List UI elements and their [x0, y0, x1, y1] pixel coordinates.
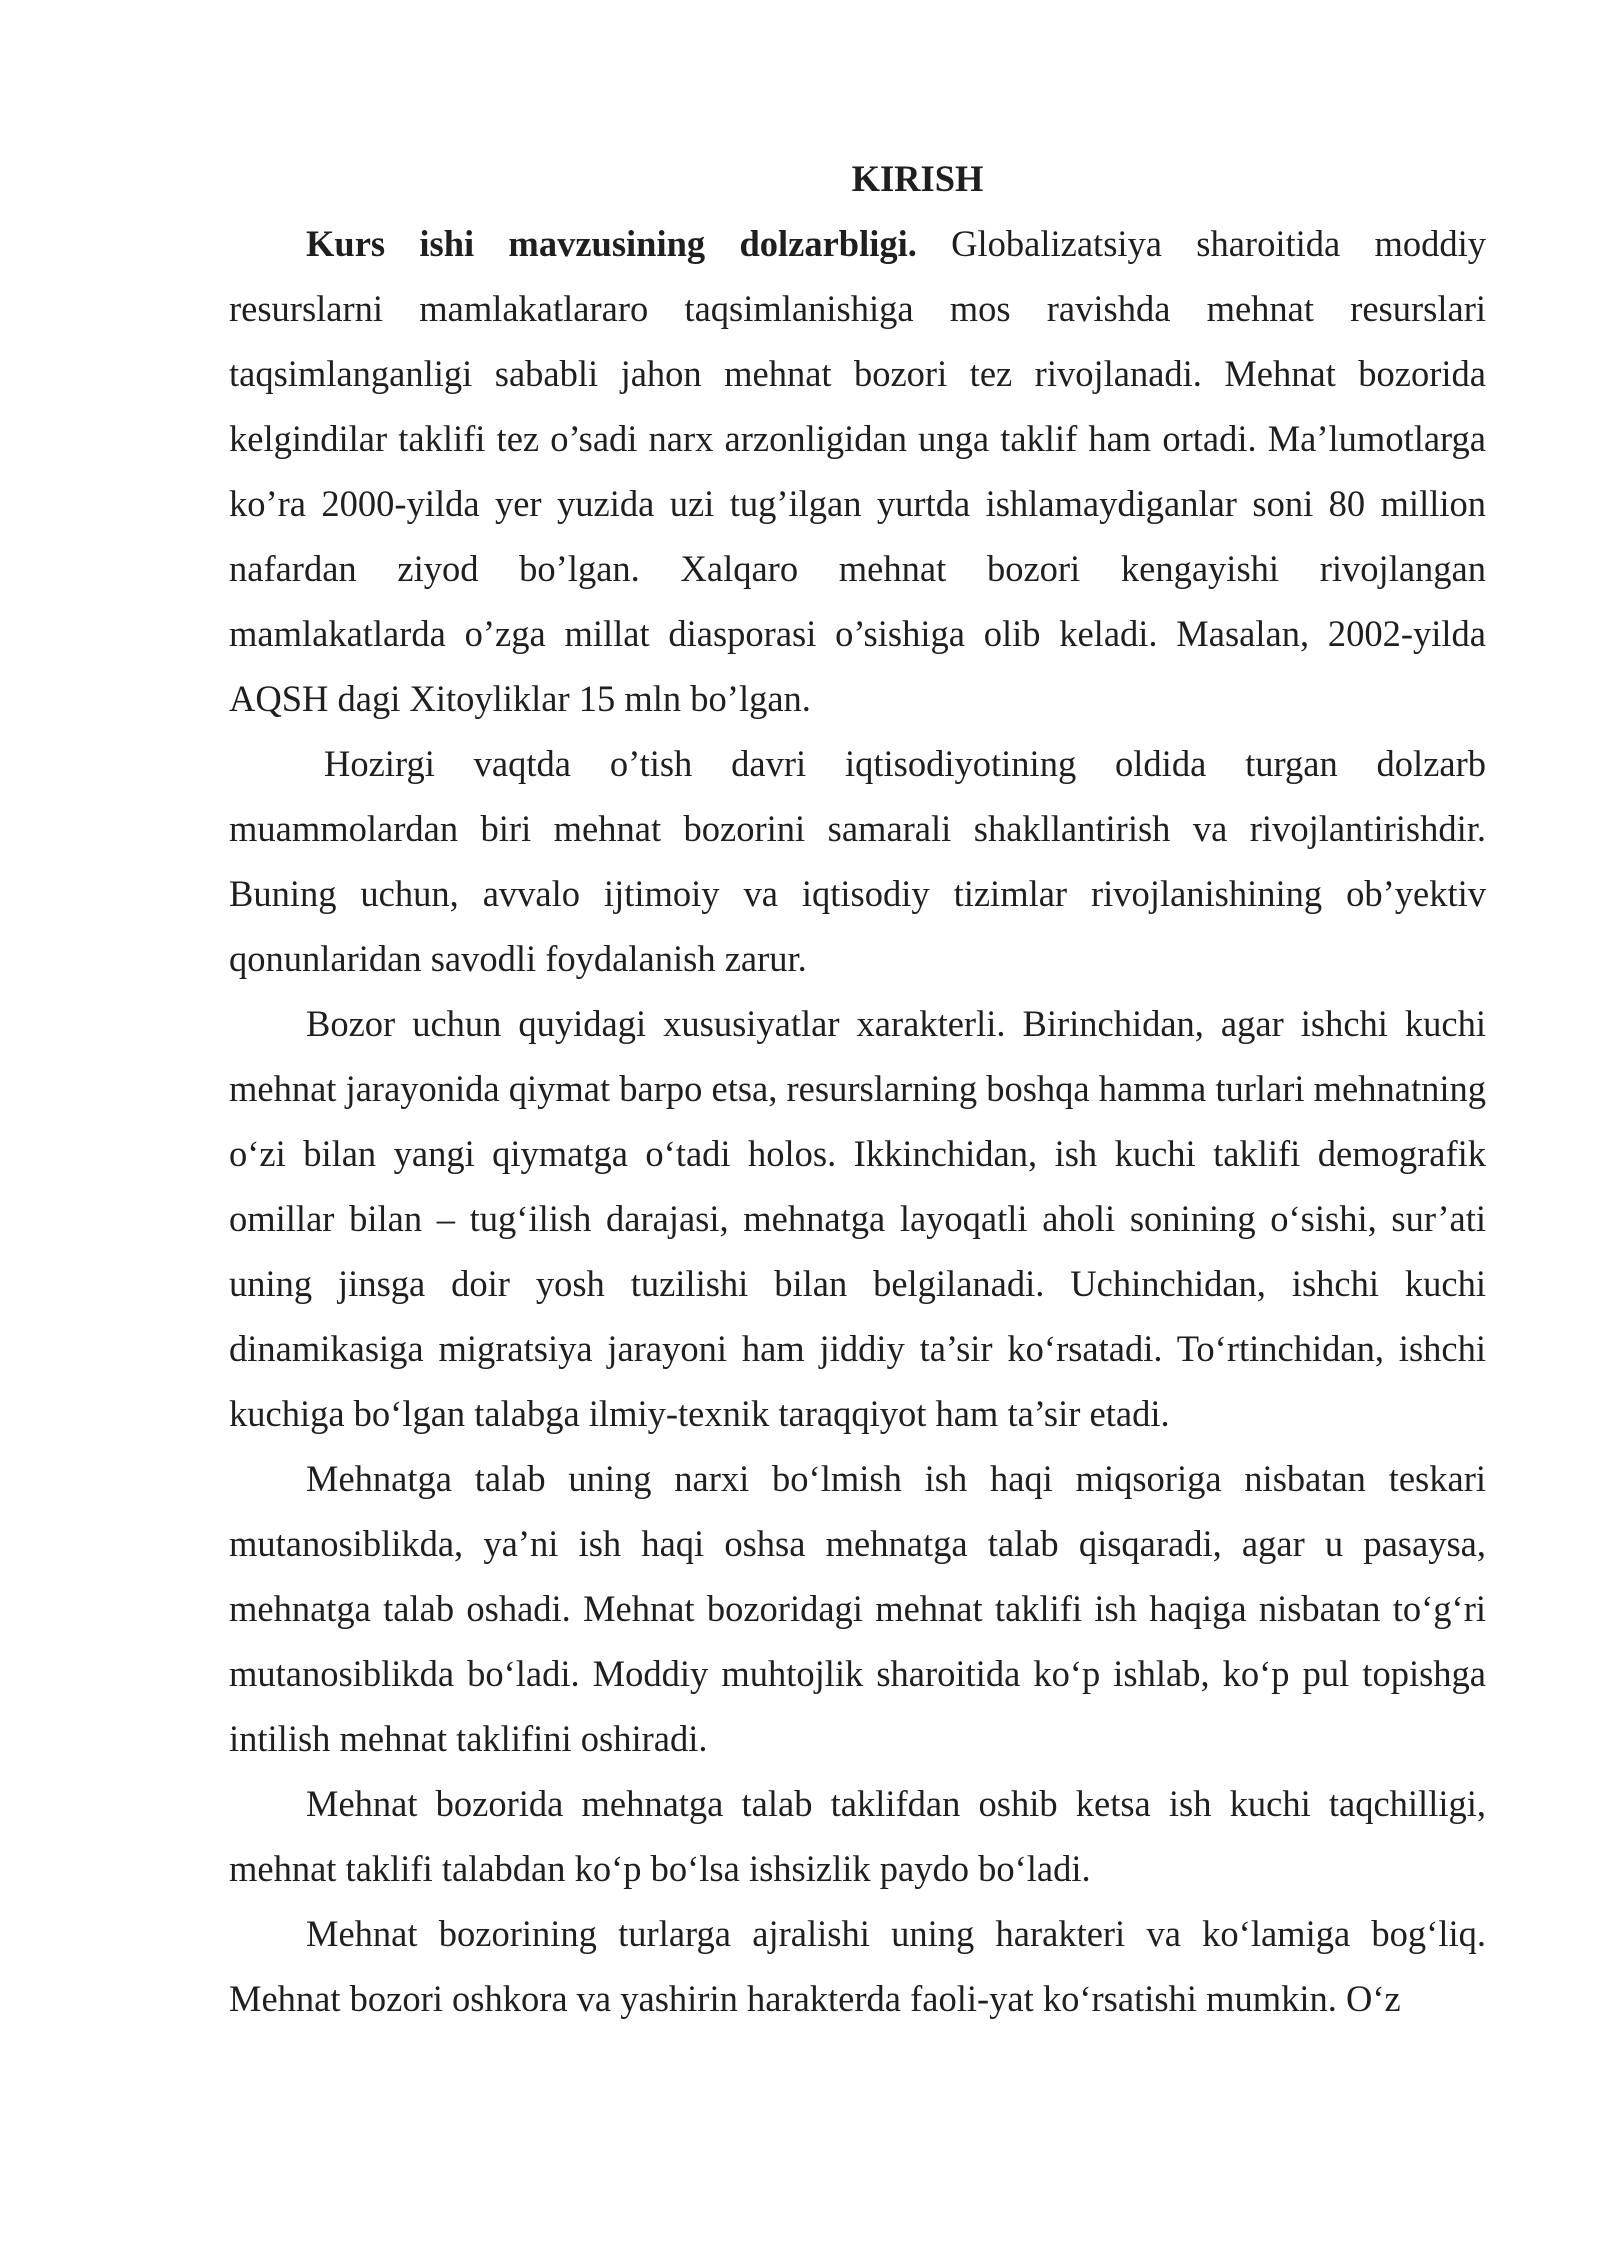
paragraph-market-features: Bozor uchun quyidagi xususiyatlar xarakterli. Birinchidan, agar ishchi kuchi mehnat jarayonida qiymat barpo etsa, resurslarning boshqa hamma turlari mehnatning o‘zi bilan yangi qiymatga o‘tadi holos. Ikkinchidan, ish kuchi taklifi demografik omillar bilan – tug‘ilish darajasi, mehnatga layoqatli aholi sonining o‘sishi, sur’ati uning jinsga doir yosh tuzilishi bilan belgilanadi. Uchinchidan, ishchi kuchi dinamikasiga migratsiya jarayoni ham jiddiy ta’sir ko‘rsatadi. To‘rtinchidan, ishchi kuchiga bo‘lgan talabga ilmiy-texnik taraqqiyot ham ta’sir etadi. [229, 1003, 1486, 1434]
paragraph-current-problems: Hozirgi vaqtda o’tish davri iqtisodiyotining oldida turgan dolzarb muammolardan biri mehnat bozorini samarali shakllantirish va rivojlantirishdir. Buning uchun, avvalo ijtimoiy va iqtisodiy tizimlar rivojlanishining ob’yektiv qonunlaridan savodli foydalanish zarur. [229, 743, 1486, 979]
paragraph-market-types: Mehnat bozorining turlarga ajralishi uning harakteri va ko‘lamiga bog‘liq. Mehnat bozori oshkora va yashirin harakterda faoli-yat ko‘rsatishi mumkin. O‘z [229, 1913, 1486, 2019]
page-title: KIRISH [851, 158, 984, 199]
paragraph-lead-heading: Kurs ishi mavzusining dolzarbligi. [306, 223, 917, 264]
document-body [229, 146, 1486, 2031]
paragraph-relevance [229, 211, 1486, 731]
paragraph-labor-demand: Mehnatga talab uning narxi bo‘lmish ish haqi miqsoriga nisbatan teskari mutanosiblikda, ya’ni ish haqi oshsa mehnatga talab qisqaradi, agar u pasaysa, mehnatga talab oshadi. Mehnat bozoridagi mehnat taklifi ish haqiga nisbatan to‘g‘ri mutanosiblikda bo‘ladi. Moddiy muhtojlik sharoitida ko‘p ishlab, ko‘p pul topishga intilish mehnat taklifini oshiradi. [229, 1458, 1486, 1759]
paragraph-shortage-unemployment: Mehnat bozorida mehnatga talab taklifdan oshib ketsa ish kuchi taqchilligi, mehnat taklifi talabdan ko‘p bo‘lsa ishsizlik paydo bo‘ladi. [229, 1783, 1486, 1889]
paragraph-text: Globalizatsiya sharoitida moddiy resurslarni mamlakatlararo taqsimlanishiga mos ravishda mehnat resurslari taqsimlanganligi sababli jahon mehnat bozori tez rivojlanadi. Mehnat bozorida kelgindilar taklifi tez o’sadi narx arzonligidan unga taklif ham ortadi. Ma’lumotlarga ko’ra 2000-yilda yer yuzida uzi tug’ilgan yurtda ishlamaydiganlar soni 80 million nafardan ziyod bo’lgan. Xalqaro mehnat bozori kengayishi rivojlangan mamlakatlarda o’zga millat diasporasi o’sishiga olib keladi. Masalan, 2002-yilda AQSH dagi Xitoyliklar 15 mln bo’lgan. [229, 223, 1486, 719]
